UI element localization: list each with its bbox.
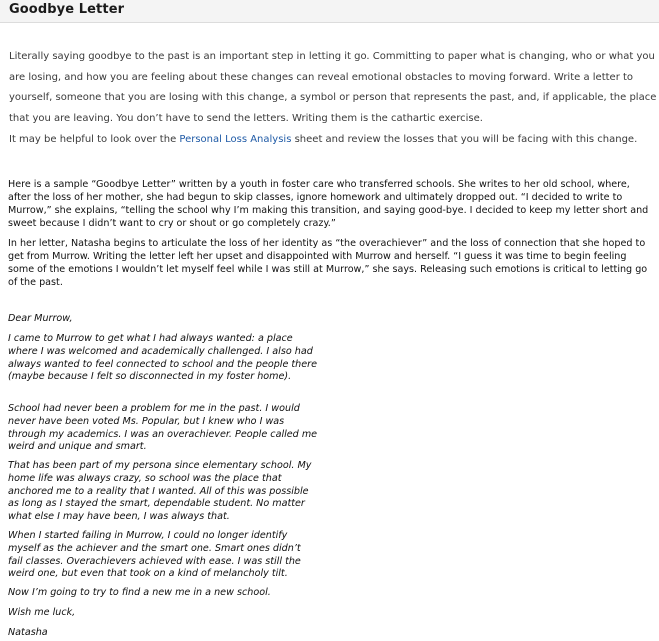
page-title: Goodbye Letter bbox=[9, 2, 125, 17]
letter-paragraph: That has been part of my persona since elementary school. My home life was always crazy, so school was the place that anchored me to a reality that I wanted. All of this was possible as long as I stayed the smart, dependable student. No matter what else I may have been, I was always that. bbox=[8, 460, 312, 523]
sample-paragraph-1: Here is a sample “Goodbye Letter” written by a youth in foster care who transferred schools. She writes to her old school, where, after the loss of her mother, she had begun to skip classes, ignore homework and ultimately dropped out. “I decided to write to Murrow,” she explains, “telling the school why I’m making this transition, and saying good-bye. I decided to keep my letter short and sweet because I didn’t want to cry or shout or go completely crazy.” bbox=[8, 179, 649, 230]
letter-paragraph: School had never been a problem for me in the past. I would never have been voted Ms. Popular, but I knew who I was through my academics. I was an overachiever. People called me weird and unique and smart. bbox=[8, 403, 318, 453]
sample-paragraph-2: In her letter, Natasha begins to articulate the loss of her identity as “the overachiever” and the loss of connection that she hoped to get from Murrow. Writing the letter left her upset and disappointed with Murrow and herself. “I guess it was time to begin feeling some of the emotions I wouldn’t let myself feel while I was still at Murrow,” she says. Releasing such emotions is critical to letting go of the past. bbox=[8, 238, 648, 289]
letter-signature: Natasha bbox=[8, 627, 48, 638]
title-bar bbox=[0, 0, 659, 23]
intro-paragraph: Literally saying goodbye to the past is an important step in letting it go. Committing to paper what is changing, who or what you are losing, and how you are feeling about these changes can reveal emotional obstacles to moving forward. Write a letter to yourself, someone that you are losing with this change, a symbol or person that represents the past, and, if applicable, the place that you are leaving. You don’t have to send the letters. Writing them is the cathartic exercise. bbox=[9, 51, 657, 124]
letter-paragraph: Now I’m going to try to find a new me in a new school. bbox=[8, 587, 271, 598]
letter-paragraph: I came to Murrow to get what I had always wanted: a place where I was welcomed and academically challenged. I also had always wanted to feel connected to school and the people there (maybe because I felt so disconnected in my foster home). bbox=[8, 333, 318, 383]
intro-text-before: It may be helpful to look over the bbox=[9, 134, 180, 145]
letter-paragraph: When I started failing in Murrow, I could no longer identify myself as the achiever and the smart one. Smart ones didn’t fail classes. Overachievers achieved with ease. I was still the weird one, but even that took on a kind of melancholy tilt. bbox=[8, 530, 301, 580]
intro-link-paragraph bbox=[9, 130, 657, 151]
letter-greeting: Dear Murrow, bbox=[8, 313, 73, 324]
intro-text-after: sheet and review the losses that you will be facing with this change. bbox=[291, 134, 638, 145]
letter-closing: Wish me luck, bbox=[8, 607, 76, 618]
personal-loss-analysis-link[interactable]: Personal Loss Analysis bbox=[179, 134, 292, 145]
